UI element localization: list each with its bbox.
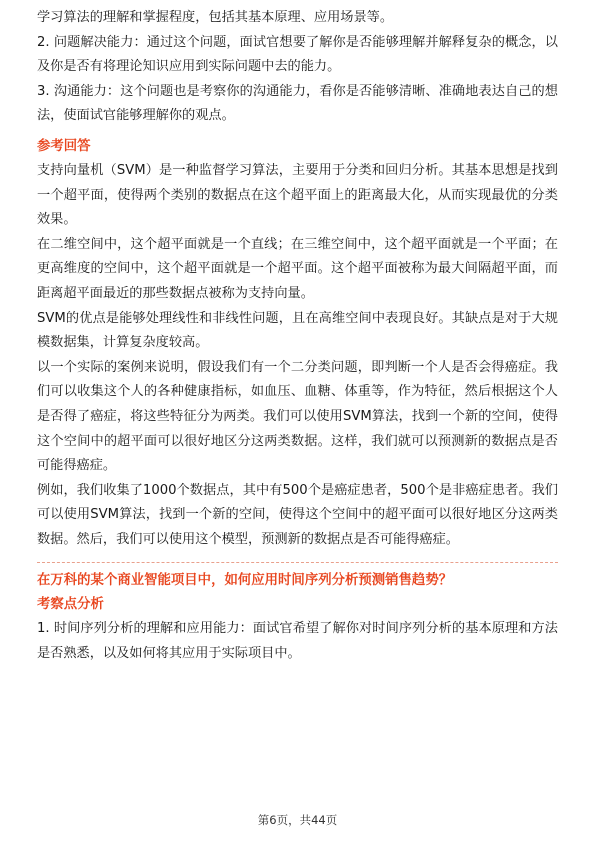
answer-paragraph-1: 支持向量机（SVM）是一种监督学习算法，主要用于分类和回归分析。其基本思想是找到一个超平面，使得两个类别的数据点在这个超平面上的距离最大化，从而实现最优的分类效果。 [37, 162, 558, 228]
answer-paragraph-5: 例如，我们收集了1000个数据点，其中有500个是癌症患者，500个是非癌症患者。我们可以使用SVM算法，找到一个新的空间，使得这个空间中的超平面可以很好地区分这两类数据。然后，我们可以使用这个模型，预测新的数据点是否可能得癌症。 [37, 482, 558, 547]
answer-paragraph-4: 以一个实际的案例来说明，假设我们有一个二分类问题，即判断一个人是否会得癌症。我们可以收集这个人的各种健康指标，如血压、血糖、体重等，作为特征，然后根据这个人是否得了癌症，将这些特征分为两类。我们可以使用SVM算法，找到一个新的空间，使得这个空间中的超平面可以很好地区分这两类数据。这样，我们就可以预测新的数据点是否可能得癌症。 [37, 359, 558, 474]
reference-answer-heading: 参考回答 [37, 138, 91, 154]
intro-line-1: 学习算法的理解和掌握程度，包括其基本原理、应用场景等。 [37, 10, 394, 25]
page-footer: 第6页，共44页 [257, 813, 338, 827]
analysis-line-1: 1. 时间序列分析的理解和应用能力：面试官希望了解你对时间序列分析的基本原理和方法是否熟悉，以及如何将其应用于实际项目中。 [37, 621, 558, 662]
answer-paragraph-2: 在二维空间中，这个超平面就是一个直线；在三维空间中，这个超平面就是一个平面；在更高维度的空间中，这个超平面就是一个超平面。这个超平面被称为最大间隔超平面，而距离超平面最近的那些数据点被称为支持向量。 [37, 236, 558, 301]
section-divider [37, 562, 558, 563]
next-question-heading: 在万科的某个商业智能项目中，如何应用时间序列分析预测销售趋势？ [37, 573, 453, 589]
analysis-heading: 考察点分析 [37, 597, 104, 613]
intro-line-2: 2. 问题解决能力：通过这个问题，面试官想要了解你是否能够理解并解释复杂的概念，以及你是否有将理论知识应用到实际问题中去的能力。 [37, 34, 558, 75]
answer-paragraph-3: SVM的优点是能够处理线性和非线性问题，且在高维空间中表现良好。其缺点是对于大规模数据集，计算复杂度较高。 [37, 310, 558, 351]
intro-line-3: 3. 沟通能力：这个问题也是考察你的沟通能力，看你是否能够清晰、准确地表达自己的想法，使面试官能够理解你的观点。 [37, 83, 558, 124]
